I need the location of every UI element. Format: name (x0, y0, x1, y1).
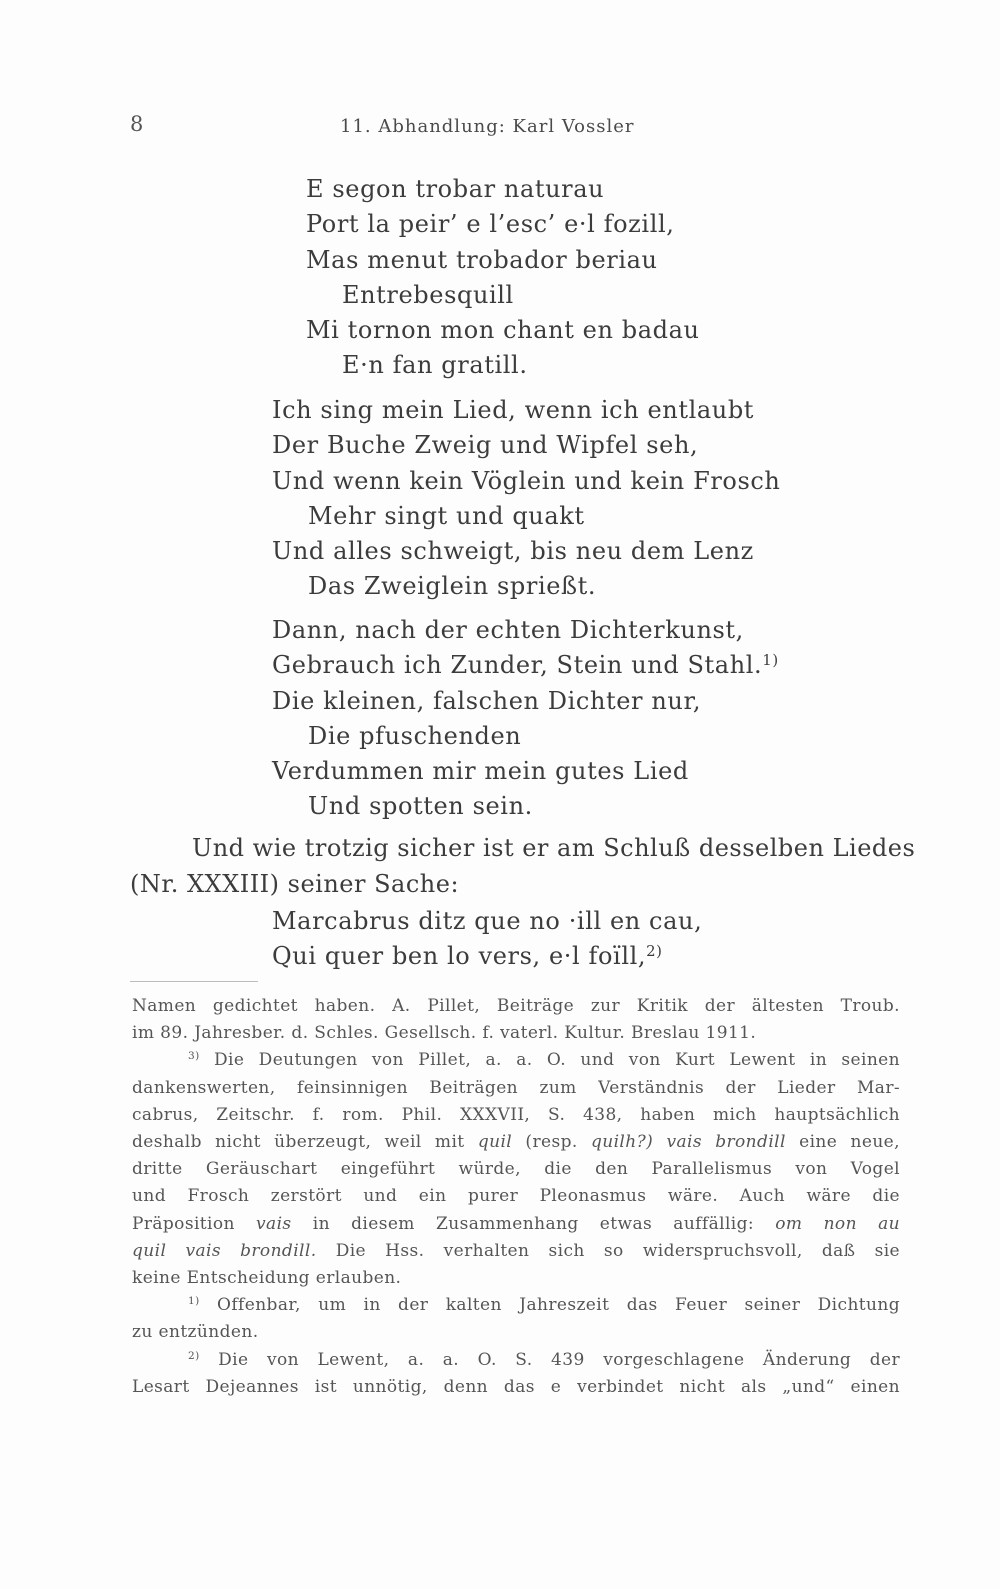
verse-text: Port la peir’ e l’esc’ e·l fozill, (306, 210, 675, 239)
footnote-rule (130, 981, 258, 982)
verse-text: Marcabrus ditz que no ·ill en cau, (272, 907, 703, 935)
verse-translation-2 (272, 613, 779, 825)
verse-text: Entrebesquill (342, 280, 514, 309)
footnote-text: eine neue, (799, 1132, 900, 1153)
prose-line: Und wie trotzig sicher ist er am Schluß desselben Liedes (192, 834, 916, 862)
verse-line (306, 348, 700, 383)
footnote-reference[interactable]: 1) (762, 651, 779, 670)
footnotes (132, 993, 900, 1401)
verse-occitan-2 (272, 904, 702, 975)
footnote-italic: quil (477, 1132, 513, 1153)
footnote-line: dritte Geräuschart eingeführt würde, die den Parallelismus von Vogel (132, 1159, 900, 1180)
footnote-line: Namen gedichtet haben. A. Pillet, Beiträge zur Kritik der ältesten Troub. (132, 996, 900, 1016)
verse-text: E segon trobar naturau (306, 175, 605, 203)
footnote-italic: quilh?) vais brondill (590, 1132, 786, 1153)
verse-line (272, 499, 780, 534)
footnote-line (132, 1129, 900, 1156)
verse-text: Der Buche Zweig und Wipfel seh, (272, 431, 699, 460)
footnote-1 (132, 1292, 900, 1319)
footnote-line (132, 1211, 900, 1238)
footnote-text: in diesem Zusammenhang etwas auffällig: (312, 1213, 755, 1234)
footnote-3 (132, 1047, 900, 1074)
verse-line (272, 789, 779, 824)
verse-text: E·n fan gratill. (342, 351, 528, 380)
verse-text: Die kleinen, falschen Dichter nur, (272, 686, 702, 715)
footnote-mark: 2) (188, 1349, 200, 1362)
footnote-text: Die Deutungen von Pillet, a. a. O. und von Kurt Lewent in seinen (213, 1050, 900, 1071)
footnote-text: Präposition (132, 1213, 235, 1234)
footnote-italic: om non au (775, 1213, 900, 1234)
page-header (130, 112, 900, 146)
verse-text: Die pfuschenden (308, 721, 522, 750)
page-number: 8 (130, 112, 144, 136)
verse-line (272, 648, 779, 683)
verse-text: Mi tornon mon chant en badau (306, 316, 700, 345)
verse-text: Dann, nach der echten Dichterkunst, (272, 616, 744, 644)
footnote-text: Die von Lewent, a. a. O. S. 439 vorgeschlagene Änderung der (218, 1349, 900, 1370)
prose-paragraph (130, 830, 916, 902)
verse-text: Qui quer ben lo vers, e·l foïll, (272, 942, 647, 971)
verse-line (272, 569, 780, 604)
verse-text: Und wenn kein Vöglein und kein Frosch (272, 466, 781, 495)
footnote-line: dankenswerten, feinsinnigen Beiträgen zum Verständnis der Lieder Mar- (132, 1077, 900, 1098)
footnote-line: und Frosch zerstört und ein purer Pleonasmus wäre. Auch wäre die (132, 1186, 900, 1207)
verse-line (272, 684, 779, 719)
verse-line (272, 464, 780, 499)
verse-text: Verdummen mir mein gutes Lied (272, 757, 689, 786)
footnote-line: Lesart Dejeannes ist unnötig, denn das e verbindet nicht als „und“ einen (132, 1376, 900, 1397)
prose-line: (Nr. XXXIII) seiner Sache: (130, 870, 460, 898)
verse-line (272, 939, 702, 974)
footnote-line: zu entzünden. (132, 1322, 259, 1343)
verse-line (306, 172, 700, 207)
verse-text: Mehr singt und quakt (308, 501, 585, 530)
verse-line (272, 719, 779, 754)
footnote-reference[interactable]: 2) (646, 942, 663, 961)
verse-line (272, 393, 780, 428)
verse-text: Gebrauch ich Zunder, Stein und Stahl. (272, 651, 763, 680)
verse-line (306, 207, 700, 242)
footnote-italic: vais (256, 1213, 292, 1234)
verse-line (272, 428, 780, 463)
verse-line (306, 278, 700, 313)
footnote-italic: quil vais brondill. (132, 1240, 317, 1261)
verse-line (306, 313, 700, 348)
verse-text: Und alles schweigt, bis neu dem Lenz (272, 537, 754, 566)
footnote-mark: 1) (188, 1295, 200, 1308)
footnote-2 (132, 1347, 900, 1374)
verse-text: Mas menut trobador beriau (306, 245, 658, 274)
verse-line (272, 534, 780, 569)
footnote-mark: 3) (188, 1050, 200, 1063)
footnote-text: Die Hss. verhalten sich so widerspruchsvoll, daß sie (335, 1240, 900, 1261)
footnote-line: im 89. Jahresber. d. Schles. Gesellsch. f. vaterl. Kultur. Breslau 1911. (132, 1023, 757, 1044)
running-head: 11. Abhandlung: Karl Vossler (340, 116, 635, 137)
verse-text: Und spotten sein. (308, 792, 533, 821)
verse-text: Ich sing mein Lied, wenn ich entlaubt (272, 396, 755, 424)
footnote-text: Offenbar, um in der kalten Jahreszeit das Feuer seiner Dichtung (217, 1295, 901, 1316)
verse-translation-1 (272, 393, 780, 605)
footnote-text: deshalb nicht überzeugt, weil mit (132, 1132, 465, 1153)
footnote-line: keine Entscheidung erlauben. (132, 1268, 402, 1289)
footnote-line (132, 1238, 900, 1265)
verse-text: Das Zweiglein sprießt. (308, 572, 597, 601)
verse-line (272, 904, 702, 939)
verse-occitan (306, 172, 700, 384)
footnote-line: cabrus, Zeitschr. f. rom. Phil. XXXVII, S. 438, haben mich hauptsächlich (132, 1104, 900, 1125)
verse-line (272, 613, 779, 648)
verse-line (272, 754, 779, 789)
footnote-text: (resp. (525, 1132, 578, 1153)
verse-line (306, 243, 700, 278)
